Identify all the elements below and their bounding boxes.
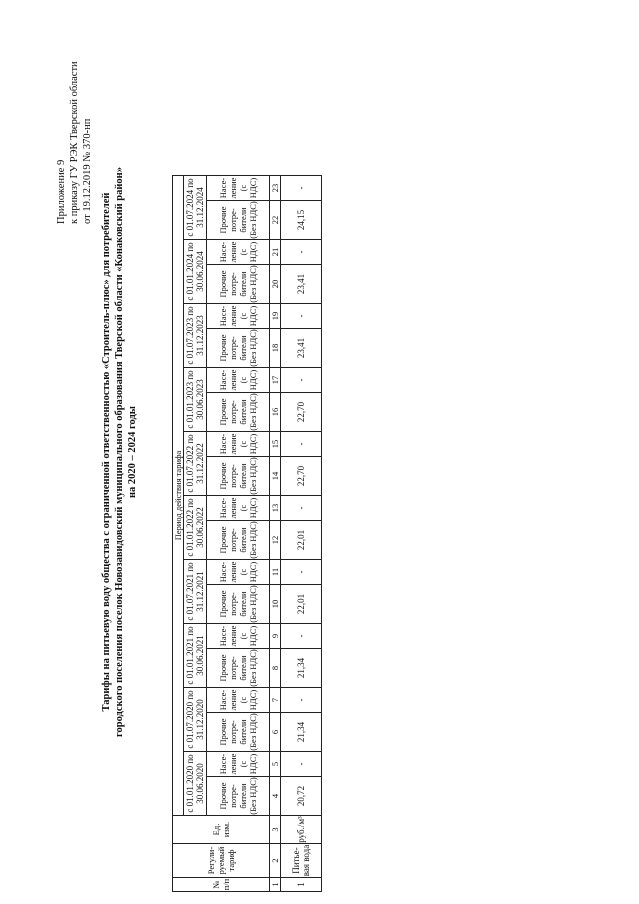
tariff-value-cell: - (281, 368, 322, 393)
tariff-value-cell: 22,70 (281, 457, 322, 496)
column-number-cell: 23 (270, 176, 281, 201)
subheader-other-consumers: Прочие потре-бители (Без НДС) (207, 713, 270, 752)
tariff-value-cell: - (281, 304, 322, 329)
row-number: 1 (281, 878, 322, 892)
col-header-number: № п/п (173, 878, 270, 892)
period-header-cell: с 01.01.2021 по 30.06.2021 (184, 624, 207, 688)
column-number-cell: 15 (270, 432, 281, 457)
period-header-cell: с 01.01.2022 по 30.06.2022 (184, 496, 207, 560)
tariff-value-cell: 20,72 (281, 777, 322, 816)
column-number-cell: 22 (270, 201, 281, 240)
tariff-value-cell: - (281, 688, 322, 713)
row-unit: руб./м³ (281, 816, 322, 844)
subheader-other-consumers: Прочие потре-бители (Без НДС) (207, 777, 270, 816)
subheader-other-consumers: Прочие потре-бители (Без НДС) (207, 521, 270, 560)
period-header-cell: с 01.01.2024 по 30.06.2024 (184, 240, 207, 304)
subheader-other-consumers: Прочие потре-бители (Без НДС) (207, 393, 270, 432)
subheader-population: Насе-ление (с НДС) (207, 432, 270, 457)
column-number-cell: 14 (270, 457, 281, 496)
subheader-other-consumers: Прочие потре-бители (Без НДС) (207, 329, 270, 368)
period-header: Период действия тарифа (173, 176, 184, 816)
column-number-cell: 10 (270, 585, 281, 624)
title-line-1: Тарифы на питьевую воду общества с ограниченной ответственностью «Строитель-плюс» для потребителей (101, 192, 112, 712)
column-number-cell: 21 (270, 240, 281, 265)
period-header-cell: с 01.01.2020 по 30.06.2020 (184, 752, 207, 816)
tariff-value-cell: 21,34 (281, 713, 322, 752)
column-number-cell: 4 (270, 777, 281, 816)
col-header-unit: Ед. изм. (173, 816, 270, 844)
col-header-tariff: Регули-руемый тариф (173, 844, 270, 878)
column-number-cell: 11 (270, 560, 281, 585)
row-tariff-name: Питье-вая вода (281, 844, 322, 878)
column-number-cell: 5 (270, 752, 281, 777)
period-header-cell: с 01.07.2022 по 31.12.2022 (184, 432, 207, 496)
tariff-value-cell: - (281, 240, 322, 265)
subheader-other-consumers: Прочие потре-бители (Без НДС) (207, 201, 270, 240)
subheader-population: Насе-ление (с НДС) (207, 688, 270, 713)
column-number-cell: 18 (270, 329, 281, 368)
subheader-other-consumers: Прочие потре-бители (Без НДС) (207, 585, 270, 624)
column-number-cell: 20 (270, 265, 281, 304)
tariff-value-cell: - (281, 496, 322, 521)
column-number-cell: 6 (270, 713, 281, 752)
period-header-cell: с 01.07.2023 по 31.12.2023 (184, 304, 207, 368)
appendix-number: Приложение 9 (56, 159, 67, 224)
subheader-population: Насе-ление (с НДС) (207, 176, 270, 201)
period-header-cell: с 01.01.2023 по 30.06.2023 (184, 368, 207, 432)
subheader-population: Насе-ление (с НДС) (207, 624, 270, 649)
column-number-cell: 12 (270, 521, 281, 560)
column-number-cell: 7 (270, 688, 281, 713)
subheader-population: Насе-ление (с НДС) (207, 304, 270, 329)
appendix-order: к приказу ГУ РЭК Тверской области (69, 61, 80, 224)
tariff-value-cell: 23,41 (281, 265, 322, 304)
tariff-table (172, 175, 322, 892)
appendix-date: от 19.12.2019 № 370-нп (82, 118, 93, 224)
period-header-cell: с 01.07.2024 по 31.12.2024 (184, 176, 207, 240)
tariff-value-cell: 22,70 (281, 393, 322, 432)
subheader-population: Насе-ление (с НДС) (207, 496, 270, 521)
subheader-population: Насе-ление (с НДС) (207, 240, 270, 265)
period-header-cell: с 01.07.2021 по 31.12.2021 (184, 560, 207, 624)
tariff-value-cell: 23,41 (281, 329, 322, 368)
column-number-cell: 2 (270, 844, 281, 878)
tariff-value-cell: - (281, 432, 322, 457)
document-title (100, 0, 139, 904)
title-line-2: городского поселения поселок Новозавидовский муниципального образования Тверской области «Конаковский район» (114, 167, 125, 737)
subheader-population: Насе-ление (с НДС) (207, 752, 270, 777)
subheader-population: Насе-ление (с НДС) (207, 560, 270, 585)
subheader-other-consumers: Прочие потре-бители (Без НДС) (207, 649, 270, 688)
title-line-3: на 2020 – 2024 годы (127, 406, 138, 499)
subheader-other-consumers: Прочие потре-бители (Без НДС) (207, 265, 270, 304)
subheader-population: Насе-ление (с НДС) (207, 368, 270, 393)
column-number-cell: 3 (270, 816, 281, 844)
appendix-header (55, 14, 94, 224)
column-number-cell: 17 (270, 368, 281, 393)
tariff-value-cell: 24,15 (281, 201, 322, 240)
tariff-value-cell: 22,01 (281, 521, 322, 560)
tariff-value-cell: 22,01 (281, 585, 322, 624)
period-header-cell: с 01.07.2020 по 31.12.2020 (184, 688, 207, 752)
table-row (281, 176, 322, 892)
column-number-cell: 16 (270, 393, 281, 432)
column-number-cell: 13 (270, 496, 281, 521)
tariff-value-cell: - (281, 176, 322, 201)
tariff-value-cell: 21,34 (281, 649, 322, 688)
column-number-cell: 1 (270, 878, 281, 892)
tariff-value-cell: - (281, 560, 322, 585)
column-number-cell: 9 (270, 624, 281, 649)
column-number-cell: 8 (270, 649, 281, 688)
tariff-value-cell: - (281, 752, 322, 777)
column-number-cell: 19 (270, 304, 281, 329)
tariff-value-cell: - (281, 624, 322, 649)
subheader-other-consumers: Прочие потре-бители (Без НДС) (207, 457, 270, 496)
